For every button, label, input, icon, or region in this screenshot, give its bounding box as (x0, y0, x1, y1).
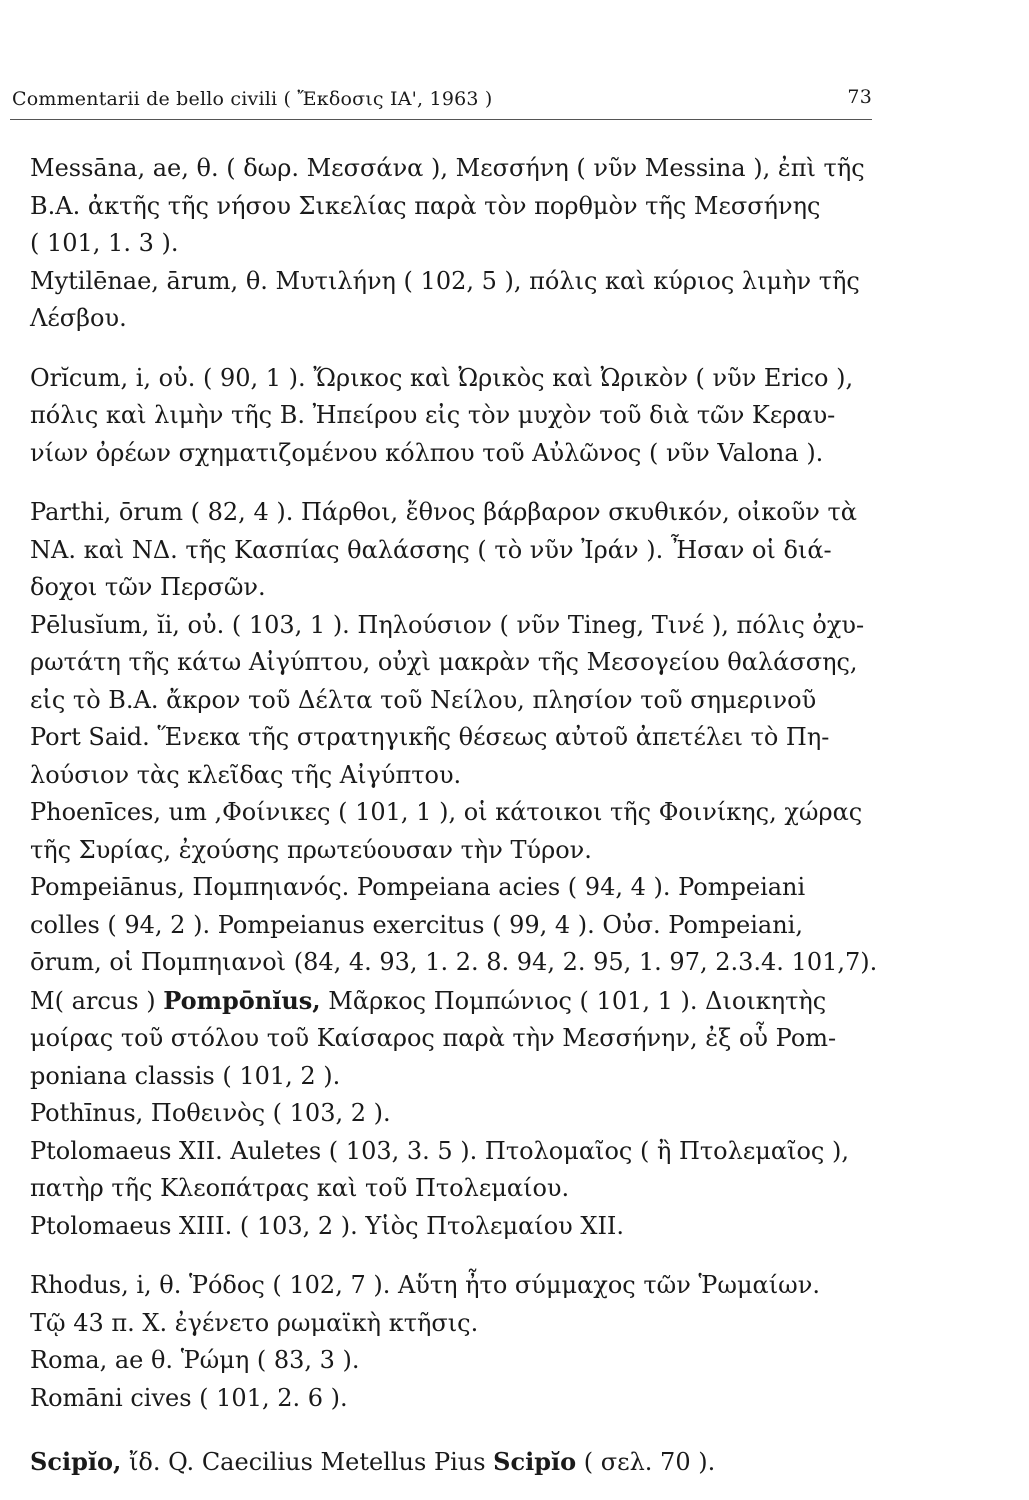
entry-text: ( σελ. 70 ). (576, 1448, 716, 1476)
glossary-entries (30, 150, 890, 1482)
entry-line: Pēlusĭum, ĭi, οὐ. ( 103, 1 ). Πηλούσιον ( νῦν Tineg, Τινέ ), πόλις ὀχυ- (30, 610, 865, 639)
entry-messana (30, 150, 890, 263)
entry-line: Τῷ 43 π. Χ. ἐγένετο ρωμαϊκὴ κτῆσις. (30, 1308, 479, 1337)
entry-line: Phoenīces, um ,Φοίνικες ( 101, 1 ), οἱ κάτοικοι τῆς Φοινίκης, χώρας (30, 798, 863, 826)
entry-line: Parthi, ōrum ( 82, 4 ). Πάρθοι, ἔθνος βάρβαρον σκυθικόν, οἰκοῦν τὰ (30, 498, 857, 526)
entry-line: Messāna, ae, θ. ( δωρ. Μεσσάνα ), Μεσσήνη ( νῦν Messina ), ἐπὶ τῆς (30, 154, 865, 182)
entry-line: Pothīnus, Ποθεινὸς ( 103, 2 ). (30, 1099, 391, 1127)
entry-line: Ptolomaeus XII. Auletes ( 103, 3. 5 ). Πτολομαῖος ( ἢ Πτολεμαῖος ), (30, 1136, 849, 1165)
entry-headword-ref: Scipĭo (493, 1447, 577, 1476)
entry-prefix: M( arcus ) (30, 986, 164, 1015)
entry-pompeianus (30, 869, 890, 982)
entry-rhodus (30, 1267, 890, 1342)
entry-line: Port Said. Ἕνεκα τῆς στρατηγικῆς θέσεως αὐτοῦ ἀπετέλει τὸ Πη- (30, 723, 830, 751)
entry-pomponius (30, 982, 890, 1096)
header-title: Commentarii de bello civili ( Ἔκδοσις ΙΑ', 1963 ) (12, 88, 493, 110)
entry-line: τῆς Συρίας, ἐχούσης πρωτεύουσαν τὴν Τύρον. (30, 835, 592, 864)
entry-line: Romāni cives ( 101, 2. 6 ). (30, 1383, 348, 1412)
entry-line (30, 982, 890, 1021)
entry-line: Roma, ae θ. Ῥώμη ( 83, 3 ). (30, 1346, 360, 1374)
entry-line: λούσιον τὰς κλεῖδας τῆς Αἰγύπτου. (30, 760, 462, 789)
entry-headword: Scipĭo, (30, 1447, 122, 1476)
entry-pothinus (30, 1095, 890, 1133)
entry-pelusium (30, 607, 890, 795)
entry-text: ἴδ. Q. Caecilius Metellus Pius (121, 1448, 494, 1476)
entry-line: poniana classis ( 101, 2 ). (30, 1061, 341, 1090)
entry-line: δοχοι τῶν Περσῶν. (30, 573, 266, 601)
entry-line: ōrum, οἱ Πομπηιανοὶ (84, 4. 93, 1. 2. 8. 94, 2. 95, 1. 97, 2.3.4. 101,7). (30, 948, 878, 976)
entry-line: εἰς τὸ Β.Α. ἄκρον τοῦ Δέλτα τοῦ Νείλου, πλησίον τοῦ σημερινοῦ (30, 685, 817, 714)
entry-line: ΝΑ. καὶ ΝΔ. τῆς Κασπίας θαλάσσης ( τὸ νῦν Ἰράν ). Ἦσαν οἱ διά- (30, 535, 832, 564)
entry-ptolomaeus-xiii (30, 1208, 890, 1246)
entry-parthi (30, 494, 890, 607)
entry-line: Ptolomaeus XIII. ( 103, 2 ). Υἱὸς Πτολεμαίου XII. (30, 1211, 625, 1240)
entry-line: colles ( 94, 2 ). Pompeianus exercitus ( 99, 4 ). Οὐσ. Pompeiani, (30, 910, 803, 939)
entry-headword: Pompōnĭus, (163, 985, 321, 1015)
entry-roma (30, 1342, 890, 1380)
entry-line: πατὴρ τῆς Κλεοπάτρας καὶ τοῦ Πτολεμαίου. (30, 1174, 570, 1202)
entry-scipio (30, 1443, 890, 1482)
entry-line: πόλις καὶ λιμὴν τῆς Β. Ἠπείρου εἰς τὸν μυχὸν τοῦ διὰ τῶν Κεραυ- (30, 401, 836, 429)
entry-line: ρωτάτη τῆς κάτω Αἰγύπτου, οὐχὶ μακρὰν τῆς Μεσογείου θαλάσσης, (30, 648, 858, 676)
header-rule (10, 119, 872, 120)
entry-phoenices (30, 794, 890, 869)
running-header (12, 86, 872, 116)
entry-line: Rhodus, i, θ. Ῥόδος ( 102, 7 ). Αὕτη ἦτο σύμμαχος τῶν Ῥωμαίων. (30, 1271, 820, 1299)
entry-line: Orĭcum, i, οὐ. ( 90, 1 ). Ὤρικος καὶ Ὠρικὸς καὶ Ὠρικὸν ( νῦν Erico ), (30, 363, 854, 392)
entry-line: B.A. ἀκτῆς τῆς νήσου Σικελίας παρὰ τὸν πορθμὸν τῆς Μεσσήνης (30, 191, 821, 220)
entry-line: Mytilēnae, ārum, θ. Μυτιλήνη ( 102, 5 ), πόλις καὶ κύριος λιμὴν τῆς (30, 266, 860, 295)
entry-ptolomaeus-xii (30, 1133, 890, 1208)
entry-line: Pompeiānus, Πομπηιανός. Pompeiana acies ( 94, 4 ). Pompeiani (30, 873, 806, 901)
entry-mytilenae (30, 263, 890, 338)
entry-line (30, 1443, 890, 1482)
page-number: 73 (847, 86, 872, 108)
entry-romani (30, 1380, 890, 1418)
entry-line: νίων ὀρέων σχηματιζομένου κόλπου τοῦ Αὐλῶνος ( νῦν Valona ). (30, 438, 824, 467)
entry-oricum (30, 360, 890, 473)
entry-line: ( 101, 1. 3 ). (30, 229, 179, 257)
entry-text: Μᾶρκος Πομπώνιος ( 101, 1 ). Διοικητὴς (320, 986, 827, 1015)
entry-line: Λέσβου. (30, 304, 127, 332)
entry-line: μοίρας τοῦ στόλου τοῦ Καίσαρος παρὰ τὴν Μεσσήνην, ἐξ οὗ Pom- (30, 1024, 837, 1052)
